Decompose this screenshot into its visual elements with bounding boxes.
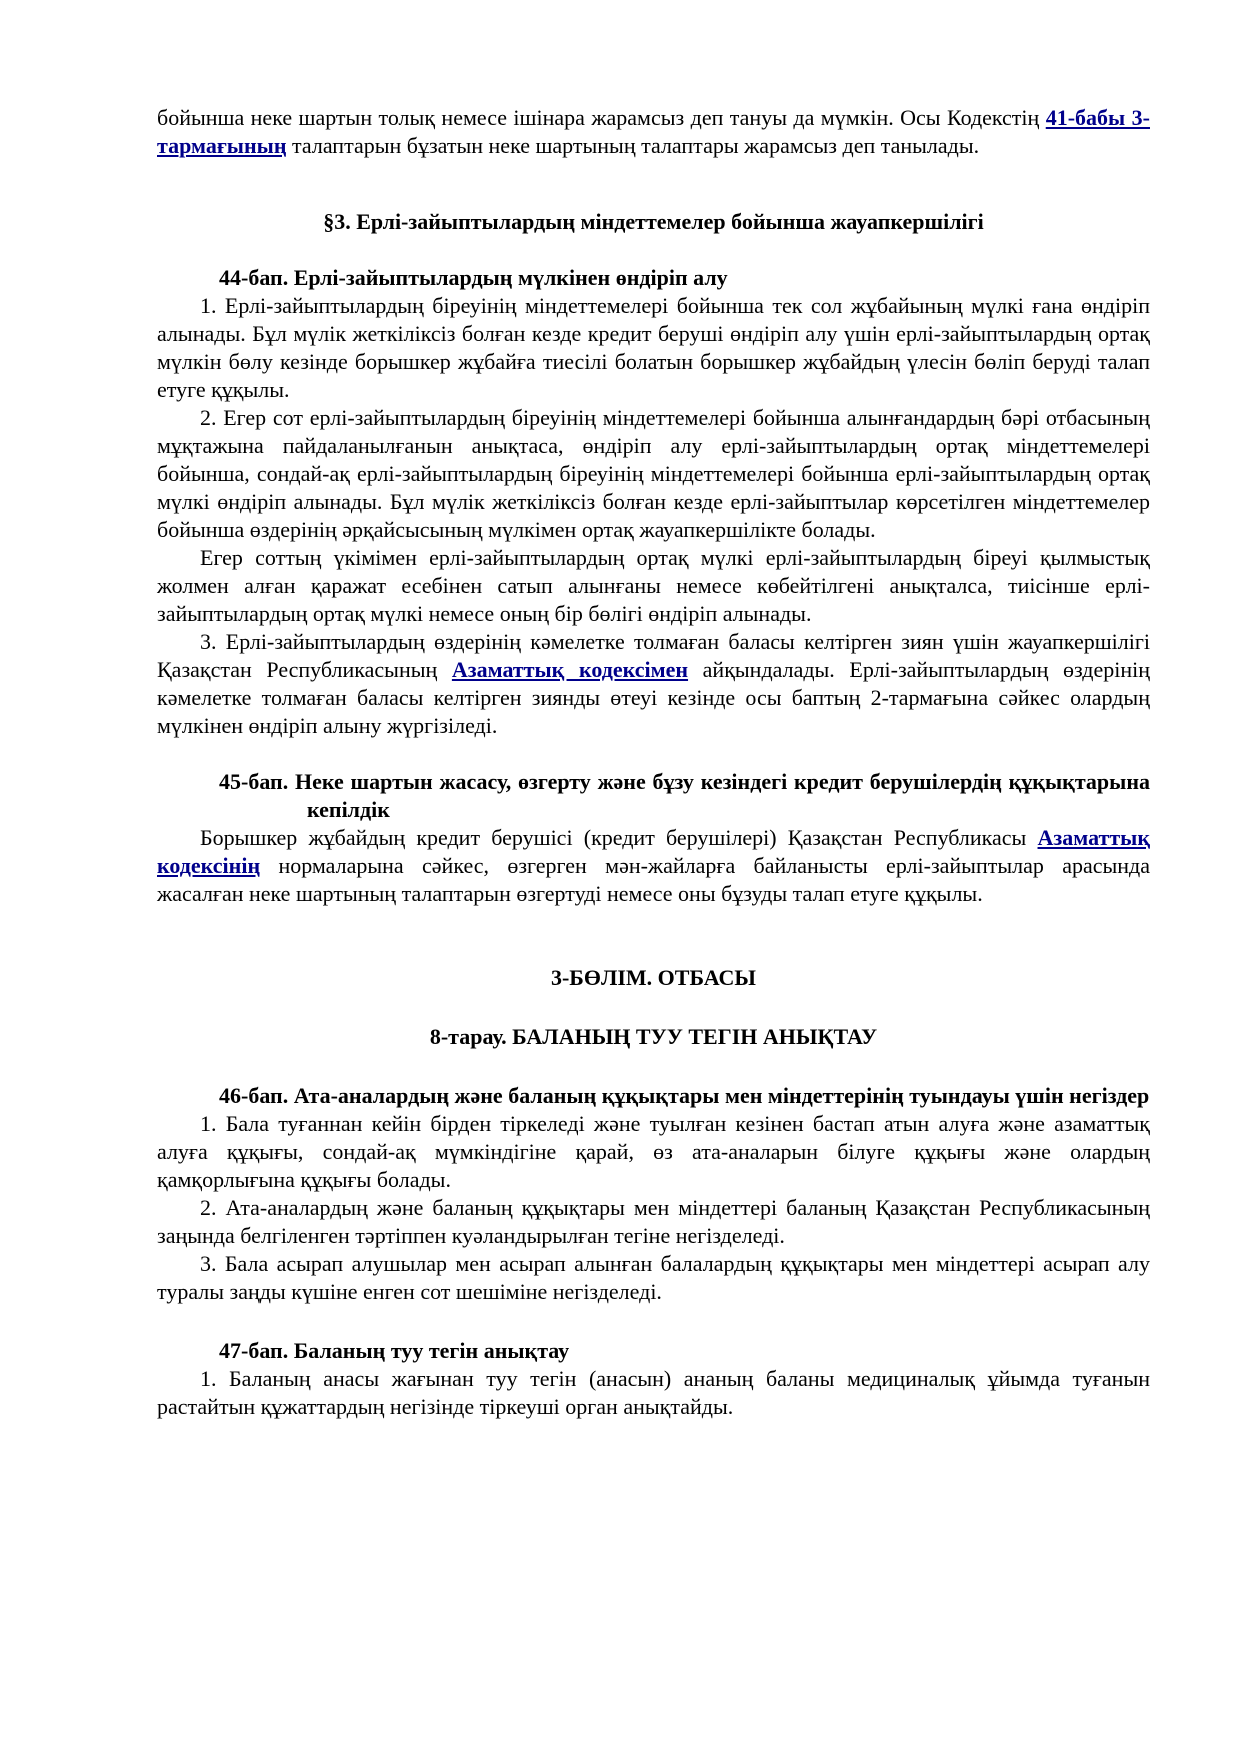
- text-run: нормаларына сәйкес, өзгерген мән-жайларға байланысты ерлі-зайыптылар арасында жасалған неке шартының талаптарын өзгертуді немесе оны бұзуды талап етуге құқылы.: [157, 853, 1150, 906]
- paragraph: [157, 404, 1150, 544]
- heading: [157, 964, 1150, 992]
- paragraph: [157, 1194, 1150, 1250]
- text-run: 47-бап. Баланың туу тегін анықтау: [219, 1338, 570, 1363]
- paragraph: [157, 628, 1150, 740]
- text-run: 44-бап. Ерлі-зайыптылардың мүлкінен өндіріп алу: [219, 265, 728, 290]
- text-run: §3. Ерлі-зайыптылардың міндеттемелер бойынша жауапкершілігі: [323, 209, 984, 234]
- inline-link[interactable]: Азаматтық кодексімен: [451, 657, 689, 682]
- paragraph: [157, 1250, 1150, 1306]
- paragraph: [157, 544, 1150, 628]
- text-run: 45-бап. Неке шартын жасасу, өзгерту және бұзу кезіндегі кредит берушілердің құқықтарына кепілдік: [219, 769, 1150, 822]
- paragraph: [157, 824, 1150, 908]
- paragraph: [157, 1110, 1150, 1194]
- inline-link[interactable]: 41-бабы 3-тармағының: [157, 105, 1150, 158]
- document-body: [157, 104, 1150, 1421]
- heading: [157, 1082, 1150, 1110]
- inline-link[interactable]: Азаматтық кодексінің: [157, 825, 1150, 878]
- text-run: 46-бап. Ата-аналардың және баланың құқықтары мен міндеттерінің туындауы үшін негіздер: [219, 1083, 1150, 1108]
- text-run: 2. Егер сот ерлі-зайыптылардың біреуінің міндеттемелері бойынша алынғандардың бәрі отбасының мұқтажына пайдаланылғанын анықтаса, өндіріп алу ерлі-зайыптылардың ортақ міндеттемелері бойынша, сондай-ақ ерлі-зайыптылардың біреуінің міндеттемелері бойынша ерлі-зайыптылардың ортақ мүлкі өндіріп алынады. Бұл мүлік жеткіліксіз болған кезде ерлі-зайыптылар көрсетілген міндеттемелер бойынша өздерінің әрқайсысының мүлкімен ортақ жауапкершілікте болады.: [157, 405, 1150, 542]
- text-run: 2. Ата-аналардың және баланың құқықтары мен міндеттері баланың Қазақстан Республикасының заңында белгіленген тәртіппен куәландырылған тегіне негізделеді.: [157, 1195, 1150, 1248]
- paragraph: [157, 292, 1150, 404]
- text-run: 1. Баланың анасы жағынан туу тегін (анасын) ананың баланы медициналық ұйымда туғанын растайтын құжаттардың негізінде тіркеуші орган анықтайды.: [157, 1366, 1150, 1419]
- heading: [157, 264, 1150, 292]
- text-run: талаптарын бұзатын неке шартының талаптары жарамсыз деп танылады.: [286, 133, 980, 158]
- text-run: бойынша неке шартын толық немесе ішінара жарамсыз деп тануы да мүмкін. Осы Кодекстің: [157, 105, 1046, 130]
- text-run: 3. Ерлі-зайыптылардың өздерінің кәмелетке толмаған баласы келтірген зиян үшін жауапкершілігі Қазақстан Республикасының: [157, 629, 1150, 682]
- heading: [157, 208, 1150, 236]
- text-run: 8-тарау. БАЛАНЫҢ ТУУ ТЕГІН АНЫҚТАУ: [429, 1024, 878, 1049]
- paragraph: [157, 104, 1150, 160]
- text-run: Егер соттың үкімімен ерлі-зайыптылардың ортақ мүлкі ерлі-зайыптылардың біреуі қылмыстық жолмен алған қаражат есебінен сатып алынғаны немесе көбейтілгені анықталса, тиісінше ерлі-зайыптылардың ортақ мүлкі немесе оның бір бөлігі өндіріп алынады.: [157, 545, 1150, 626]
- text-run: 3-БӨЛІМ. ОТБАСЫ: [550, 965, 757, 990]
- text-run: 1. Бала туғаннан кейін бірден тіркеледі және туылған кезінен бастап атын алуға және азаматтық алуға құқығы, сондай-ақ мүмкіндігіне қарай, өз ата-аналарын білуге құқығы және олардың қамқорлығына құқығы болады.: [157, 1111, 1150, 1192]
- heading: [157, 1337, 1150, 1365]
- text-run: 1. Ерлі-зайыптылардың біреуінің міндеттемелері бойынша тек сол жұбайының мүлкі ғана өндіріп алынады. Бұл мүлік жеткіліксіз болған кезде кредит беруші өндіріп алу үшін ерлі-зайыптылардың ортақ мүлкін бөлу кезінде борышкер жұбайға тиесілі болатын борышкер жұбайдың үлесін бөліп беруді талап етуге құқылы.: [157, 293, 1150, 402]
- heading: [157, 768, 1150, 824]
- paragraph: [157, 1365, 1150, 1421]
- text-run: айқындалады. Ерлі-зайыптылардың өздерінің кәмелетке толмаған баласы келтірген зиянды өтеуі кезінде осы баптың 2-тармағына сәйкес олардың мүлкінен өндіріп алыну жүргізіледі.: [157, 657, 1150, 738]
- text-run: Борышкер жұбайдың кредит берушісі (кредит берушілері) Қазақстан Республикасы: [200, 825, 1038, 850]
- text-run: 3. Бала асырап алушылар мен асырап алынған балалардың құқықтары мен міндеттері асырап алу туралы заңды күшіне енген сот шешіміне негізделеді.: [157, 1251, 1150, 1304]
- document-page: [157, 104, 1150, 1421]
- heading: [157, 1023, 1150, 1051]
